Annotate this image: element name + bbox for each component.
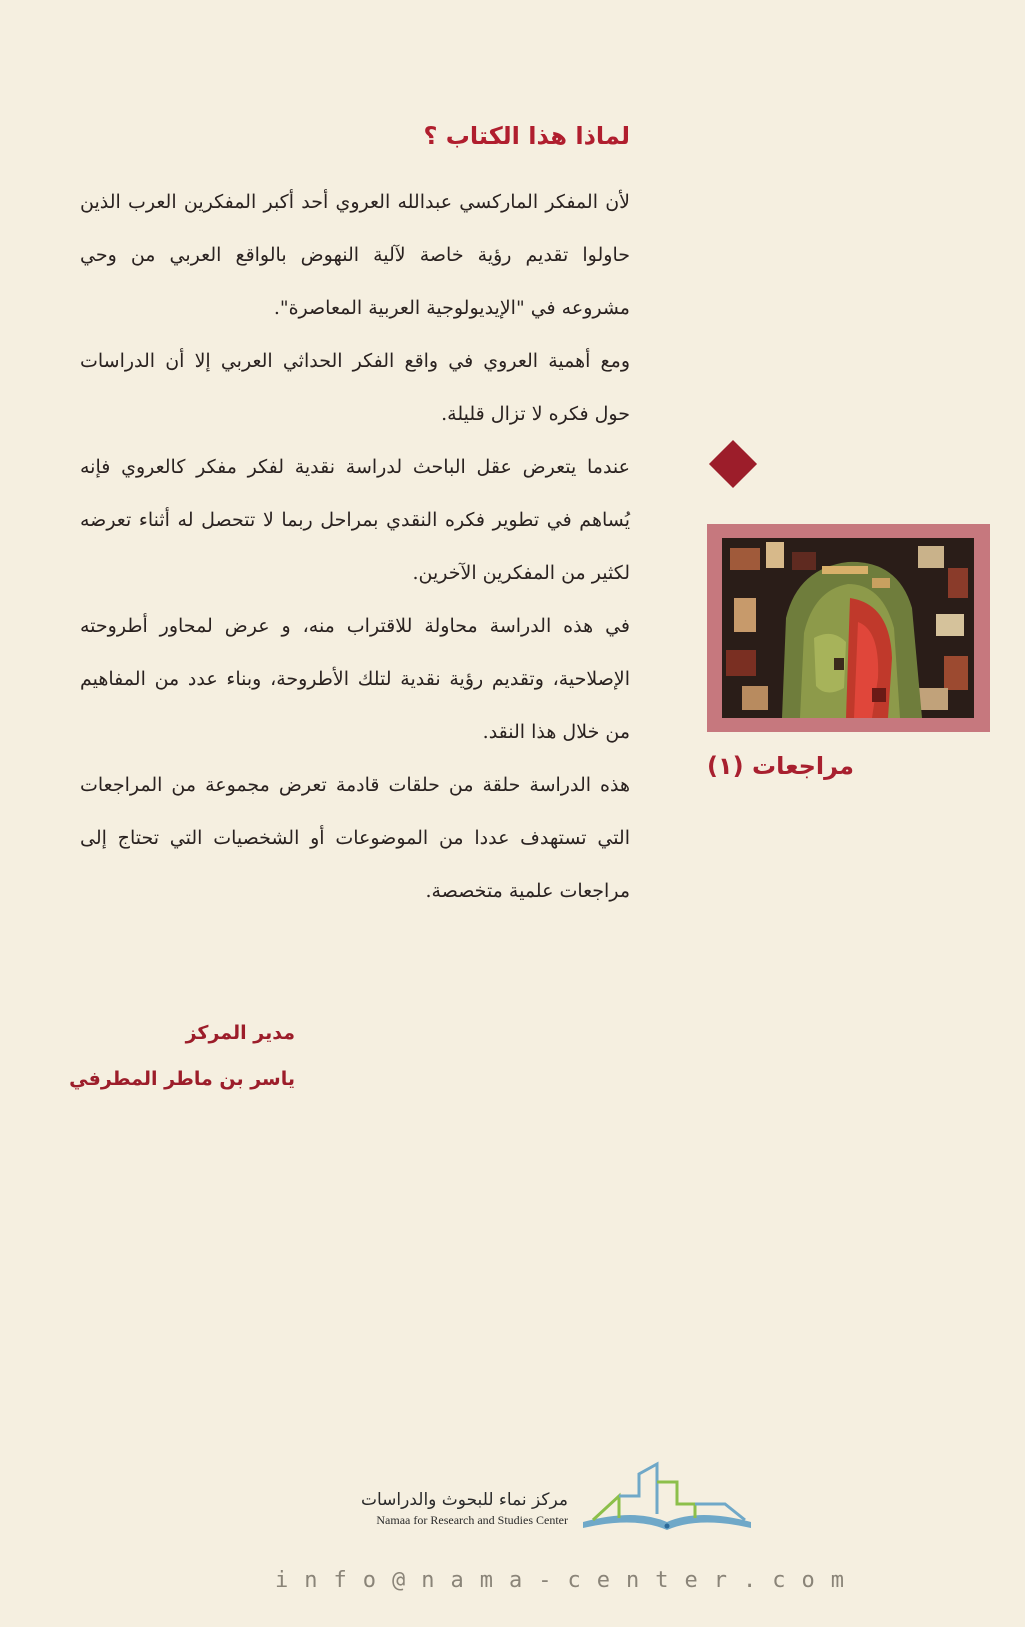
signature <box>69 1010 295 1102</box>
paragraph: لأن المفكر الماركسي عبدالله العروي أحد أكبر المفكرين العرب الذين حاولوا تقديم رؤية خاصة لآلية النهوض بالواقع العربي من وحي مشروعه في "الإيديولوجية العربية المعاصرة". <box>80 191 630 319</box>
series-caption: مراجعات (١) <box>707 752 854 780</box>
paragraph: ومع أهمية العروي في واقع الفكر الحداثي العربي إلا أن الدراسات حول فكره لا تزال قليلة. <box>80 350 630 425</box>
publisher-name-english: Namaa for Research and Studies Center <box>376 1513 568 1527</box>
book-skyline-logo-icon <box>575 1460 760 1540</box>
publisher-name <box>361 1488 568 1528</box>
heading: لماذا هذا الكتاب ؟ <box>423 122 630 150</box>
publisher-name-arabic: مركز نماء للبحوث والدراسات <box>361 1490 568 1510</box>
cover-painting-frame <box>707 524 990 732</box>
publisher-logo <box>300 1460 760 1540</box>
contact-email[interactable]: info@nama-center.com <box>275 1568 860 1593</box>
paragraph: في هذه الدراسة محاولة للاقتراب منه، و عرض لمحاور أطروحته الإصلاحية، وتقديم رؤية نقدية لتلك الأطروحة، وبناء عدد من المفاهيم من خلال هذا النقد. <box>80 615 630 743</box>
signature-role: مدير المركز <box>185 1022 295 1044</box>
body-text <box>80 176 630 918</box>
signature-name: ياسر بن ماطر المطرفي <box>69 1068 295 1090</box>
diamond-ornament-icon <box>709 440 757 488</box>
paragraph: عندما يتعرض عقل الباحث لدراسة نقدية لفكر مفكر كالعروي فإنه يُساهم في تطوير فكره النقدي بمراحل ربما لا تتحصل له أثناء تعرضه لكثير من المفكرين الآخرين. <box>80 456 630 584</box>
paragraph: هذه الدراسة حلقة من حلقات قادمة تعرض مجموعة من المراجعات التي تستهدف عددا من الموضوعات أو الشخصيات التي تحتاج إلى مراجعات علمية متخصصة. <box>80 774 630 902</box>
cover-painting <box>722 538 974 718</box>
